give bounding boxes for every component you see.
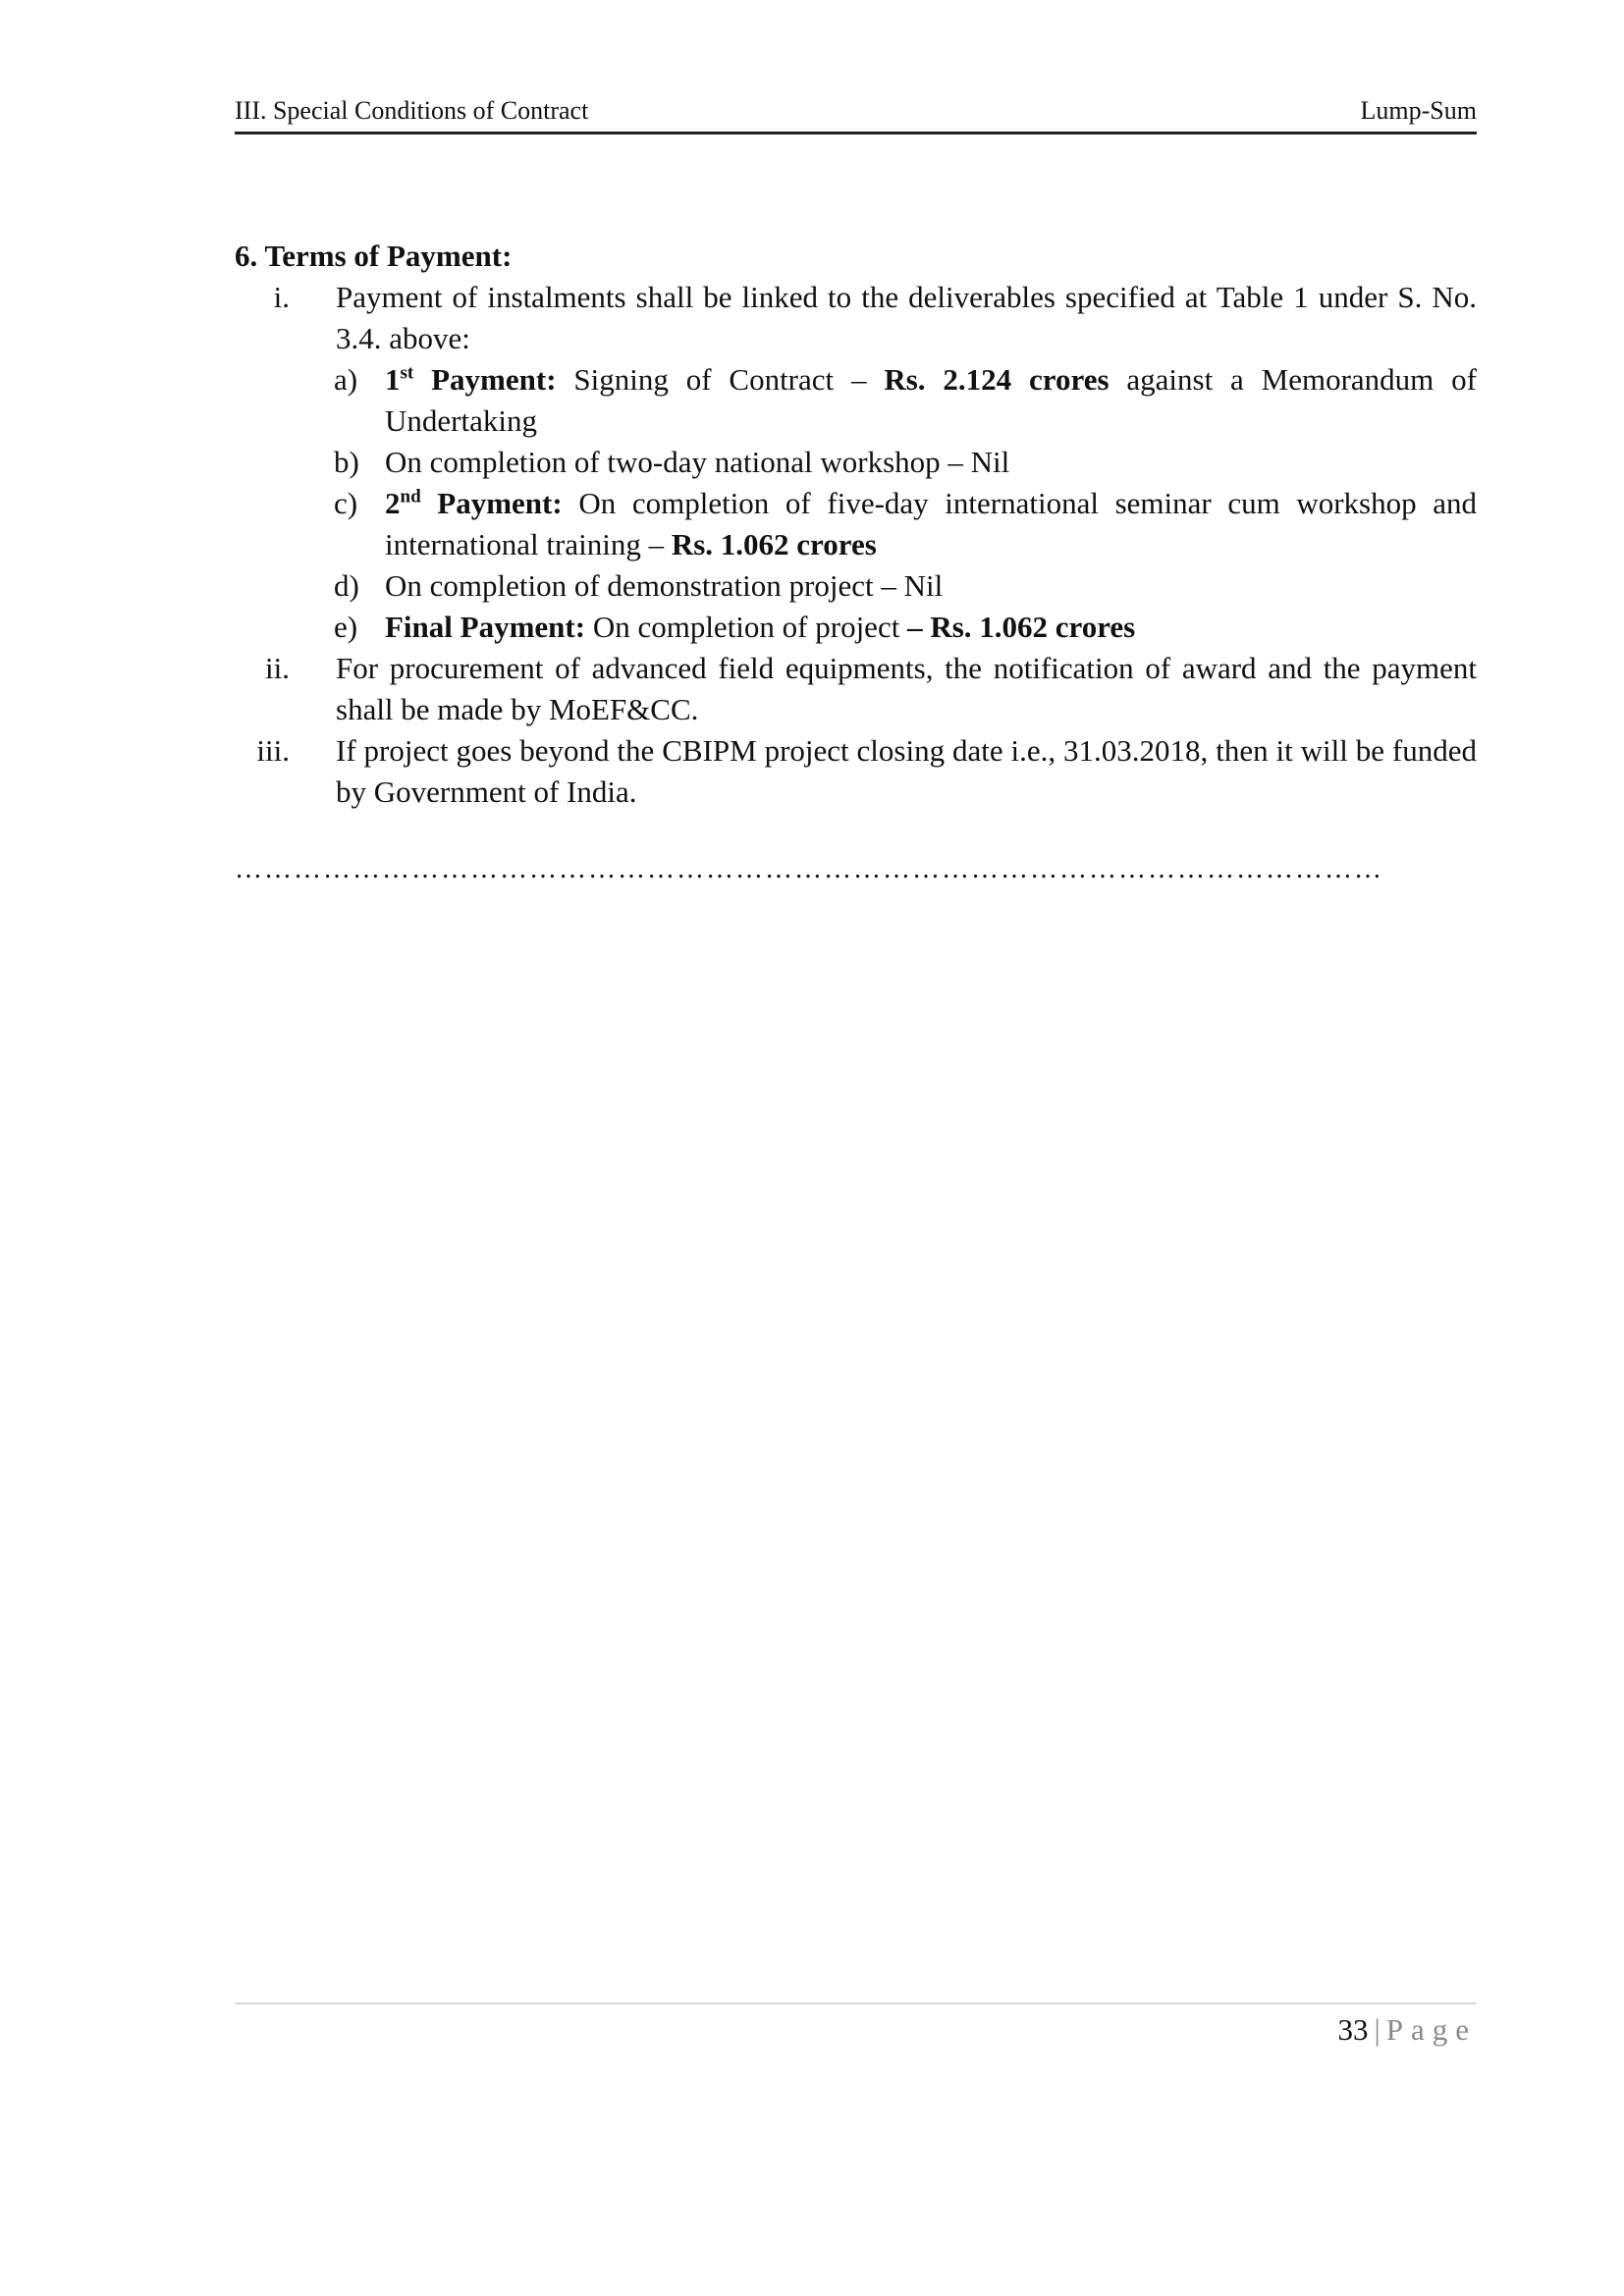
sub-item-b <box>235 442 1477 483</box>
payment-label: Payment: <box>437 486 563 520</box>
sub-item-marker: c) <box>334 486 358 520</box>
dotted-separator: ……………………………………………………………………………………………………… <box>235 854 1383 884</box>
list-marker: ii. <box>265 651 290 685</box>
sub-item-marker: b) <box>334 445 359 479</box>
payment-ordinal: 1st <box>385 362 414 397</box>
payment-label: Final Payment: <box>385 610 586 644</box>
list-item-i <box>235 277 1477 359</box>
payment-description: On completion of five-day international seminar cum workshop and international training – <box>385 486 1478 561</box>
payment-description: On completion of project <box>585 610 908 644</box>
header-contract-type: Lump-Sum <box>1360 96 1477 125</box>
payment-amount: Rs. 2.124 crores <box>884 362 1110 397</box>
sub-item-d <box>235 565 1477 607</box>
footer-separator: | <box>1374 2012 1380 2047</box>
list-item-text: For procurement of advanced field equipments, the notification of award and the payment shall be made by MoEF&CC. <box>336 651 1477 726</box>
section-heading: 6. Terms of Payment: <box>235 239 513 273</box>
sub-item-c <box>235 483 1477 565</box>
payment-ordinal: 2nd <box>385 486 421 520</box>
sub-item-text: On completion of demonstration project – Nil <box>385 568 944 603</box>
document-body <box>235 236 1477 813</box>
page-label: Page <box>1385 2012 1477 2047</box>
list-item-ii <box>235 648 1477 730</box>
payment-label: Payment: <box>431 362 557 397</box>
page-header <box>235 98 1477 134</box>
list-item-iii <box>235 730 1477 813</box>
list-item-text: If project goes beyond the CBIPM project closing date i.e., 31.03.2018, then it will be funded by Government of India. <box>336 733 1477 809</box>
sub-item-e <box>235 607 1477 648</box>
payment-amount: – Rs. 1.062 crores <box>907 610 1136 644</box>
payment-description: Signing of Contract – <box>556 362 885 397</box>
sub-item-marker: d) <box>334 568 359 603</box>
page-footer <box>1338 2012 1477 2048</box>
sub-item-marker: e) <box>334 610 358 644</box>
sub-item-marker: a) <box>334 362 358 397</box>
footer-divider <box>235 2002 1477 2004</box>
payment-description-end: against a Memorandum of Undertaking <box>385 362 1477 438</box>
header-section-title: III. Special Conditions of Contract <box>235 96 589 125</box>
sub-item-text: On completion of two-day national workshop – Nil <box>385 445 1010 479</box>
payment-amount: Rs. 1.062 crores <box>671 527 877 561</box>
list-item-text: Payment of instalments shall be linked to the deliverables specified at Table 1 under S. No. 3.4. above: <box>336 280 1477 355</box>
page-number: 33 <box>1337 2012 1369 2047</box>
list-marker: i. <box>273 280 290 314</box>
sub-item-a <box>235 359 1477 442</box>
list-marker: iii. <box>256 733 290 768</box>
